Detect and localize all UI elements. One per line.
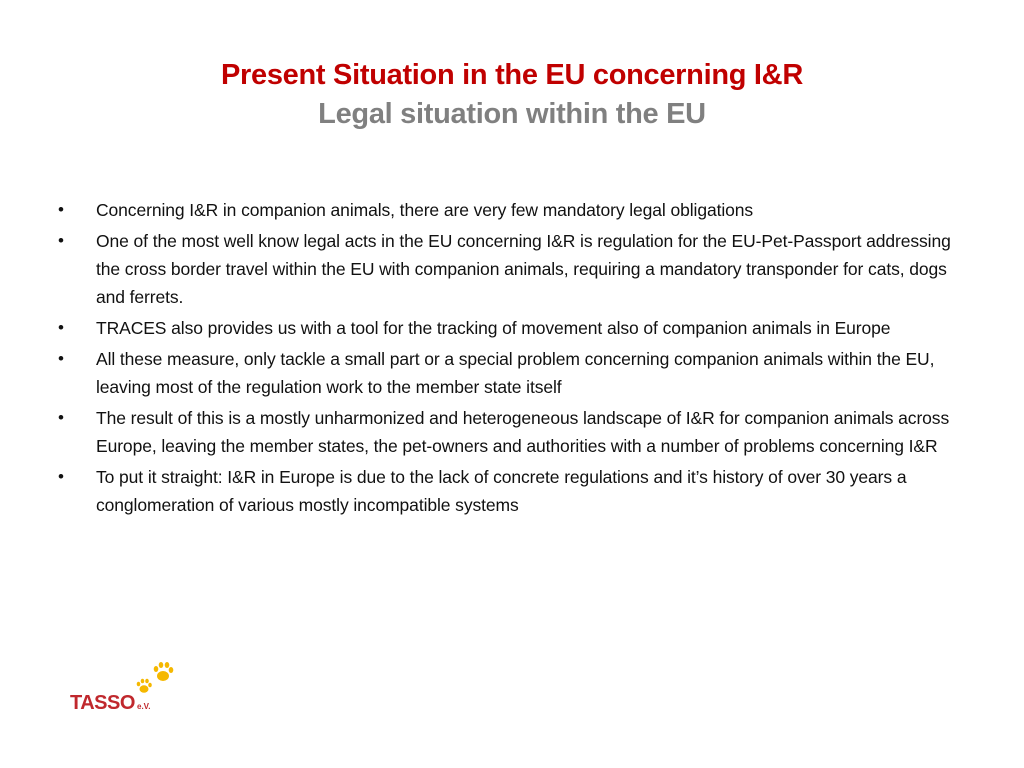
bullet-item [54,196,964,224]
bullet-dot: • [58,318,64,337]
logo-suffix: e.V. [137,702,151,711]
bullet-item [54,404,964,460]
bullet-dot: • [58,349,64,368]
bullet-text: All these measure, only tackle a small part or a special problem concerning companion animals within the EU, leaving most of the regulation work to the member state itself [96,349,935,397]
bullet-dot: • [58,408,64,427]
bullet-text: The result of this is a mostly unharmonized and heterogeneous landscape of I&R for companion animals across Europe, leaving the member states, the pet-owners and authorities with a number of problems concerning I&R [96,408,950,456]
bullet-list [54,196,964,522]
paw-prints-icon [130,660,180,696]
bullet-text: To put it straight: I&R in Europe is due to the lack of concrete regulations and it’s history of over 30 years a conglomeration of various mostly incompatible systems [96,467,907,515]
bullet-text: Concerning I&R in companion animals, there are very few mandatory legal obligations [96,200,754,220]
bullet-item [54,227,964,311]
bullet-dot: • [58,231,64,250]
bullet-item [54,463,964,519]
slide-title: Present Situation in the EU concerning I&R [221,59,803,91]
bullet-item [54,314,964,342]
slide-subtitle: Legal situation within the EU [318,98,706,130]
tasso-logo [70,660,180,720]
logo-wordmark: TASSO [70,692,135,714]
bullet-item [54,345,964,401]
title-block [0,56,1024,134]
bullet-text: TRACES also provides us with a tool for the tracking of movement also of companion animals in Europe [96,318,891,338]
bullet-text: One of the most well know legal acts in the EU concerning I&R is regulation for the EU-Pet-Passport addressing the cross border travel within the EU with companion animals, requiring a mandatory transponder for cats, dogs and ferrets. [96,231,951,307]
bullet-dot: • [58,467,64,486]
bullet-dot: • [58,200,64,219]
